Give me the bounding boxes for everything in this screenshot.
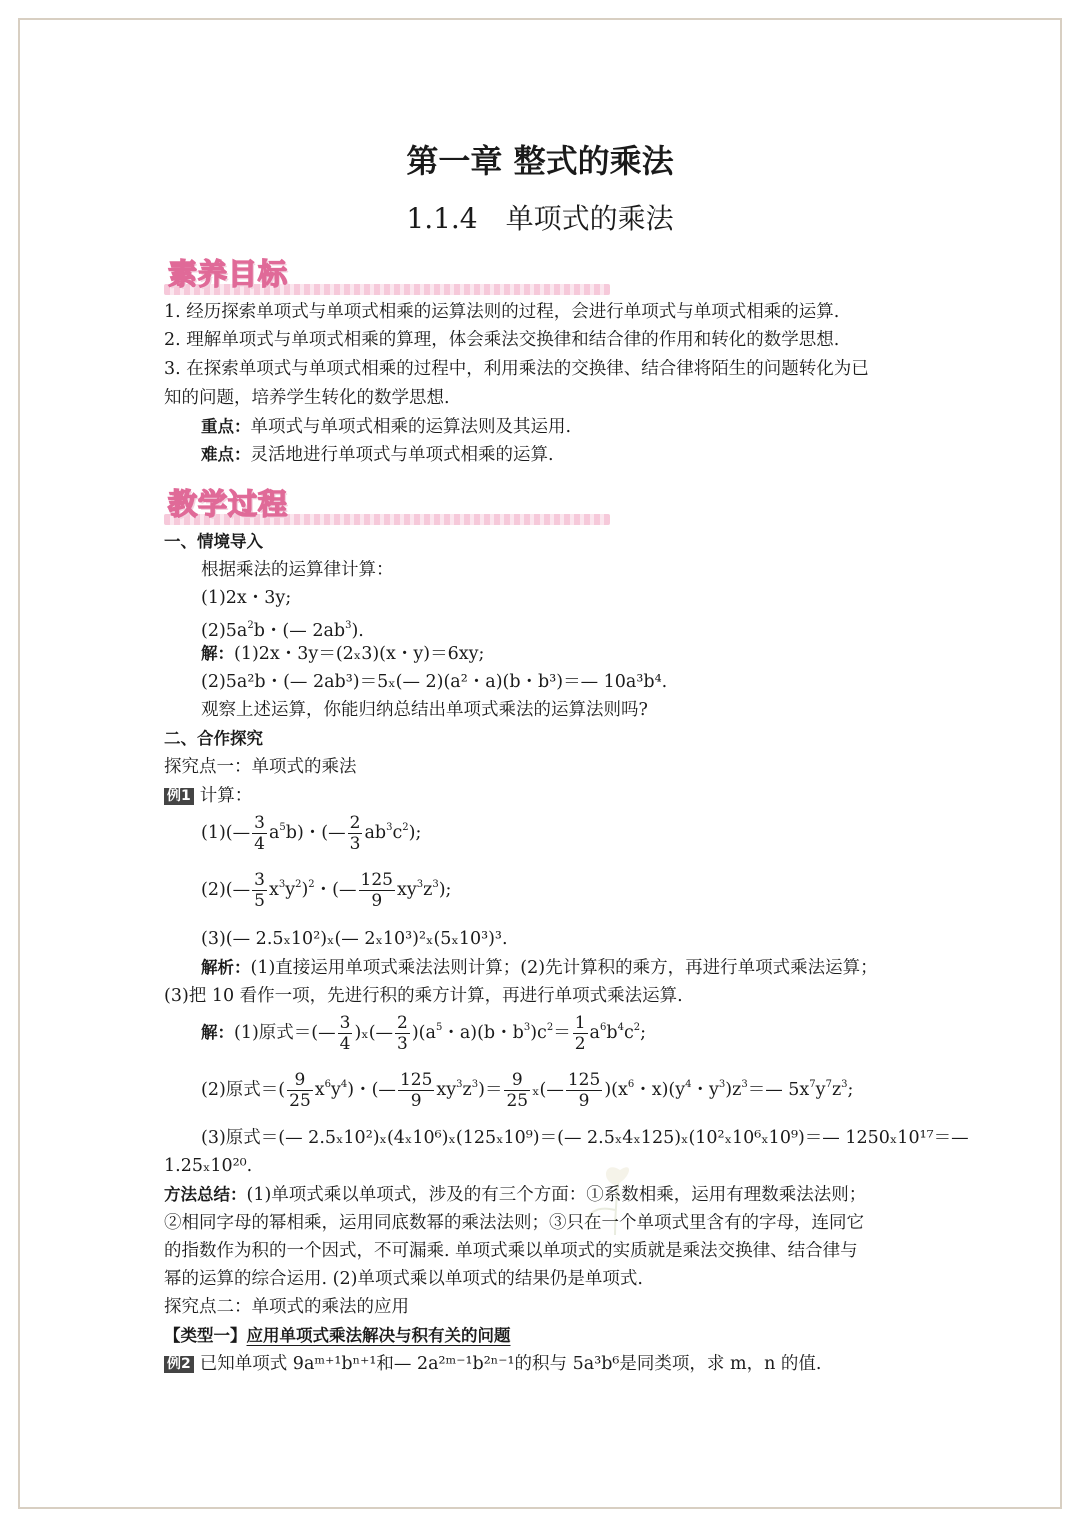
example-1-q2: (2)(— $\frac{3}{5}$ $x^3y^2)^2$・(— $\frac{125}{9}$ $xy^3z^3$);	[201, 870, 452, 911]
method-label: 方法总结：	[164, 1185, 247, 1204]
goal-2: 2. 理解单项式与单项式相乘的算理，体会乘法交换律和结合律的作用和转化的数学思想.	[164, 330, 840, 350]
answer-1	[201, 643, 484, 665]
difficult-text: 灵活地进行单项式与单项式相乘的运算.	[250, 445, 554, 465]
example-1-q1: (1)(— $\frac{3}{4}$ $a^5b$)・(— $\frac{2}{3}$ $ab^3c^2$);	[201, 813, 422, 854]
key-label: 重点：	[201, 417, 251, 436]
solution-1: 解：(1)原式＝(— $\frac{3}{4}$ )ₓ(— $\frac{2}{3}$ )($a^5$・a)(b・$b^3)c^2=$ $\frac{1}{2}$ $a^6b^4c^2$;	[201, 1013, 647, 1054]
method-line-4: 幂的运算的综合运用. (2)单项式乘以单项式的结果仍是单项式.	[164, 1269, 643, 1289]
section-title: 1.1.4 单项式的乘法	[406, 202, 674, 235]
example-2-text: 已知单项式 9aᵐ⁺¹bⁿ⁺¹和— 2a²ᵐ⁻¹b²ⁿ⁻¹的积与 5a³b⁶是同类项，求 m，n 的值.	[199, 1354, 822, 1374]
key-text: 单项式与单项式相乘的运算法则及其运用.	[250, 417, 572, 437]
example-2-tag: 例2	[164, 1356, 194, 1373]
type-1-label: 【类型一】	[164, 1326, 247, 1345]
chapter-title: 第一章 整式的乘法	[406, 142, 674, 180]
section-2-title: 二、合作探究	[164, 729, 263, 748]
example-2	[164, 1353, 821, 1375]
section-1-intro: 根据乘法的运算律计算：	[201, 560, 394, 580]
solution-2: (2)原式＝( $\frac{9}{25}$ $x^6y^4$)・(— $\frac{125}{9}$ $xy^3z^3)=$ $\frac{9}{25}$ ₓ(— $\frac{125}{9}$ )($x^6$・$x)(y^4$・$y^3)z^3=—$ $5x^7y^7z^3$;	[201, 1070, 854, 1111]
goals-banner	[164, 252, 614, 296]
type-1	[164, 1325, 511, 1347]
analysis-label: 解析：	[201, 958, 251, 977]
answer-1-text: (1)2x・3y＝(2ₓ3)(x・y)＝6xy;	[234, 644, 485, 664]
method-line-3: 的指数作为积的一个因式，不可漏乘. 单项式乘以单项式的实质就是乘法交换律、结合律与	[164, 1241, 858, 1261]
solution-3-line-1: (3)原式＝(— 2.5ₓ10²)ₓ(4ₓ10⁶)ₓ(125ₓ10⁹)＝(— 2.5ₓ4ₓ125)ₓ(10²ₓ10⁶ₓ10⁹)＝— 1250ₓ10¹⁷＝—	[201, 1128, 969, 1148]
section-1-title: 一、情境导入	[164, 532, 263, 551]
analysis-line-1	[201, 957, 878, 979]
goal-3: 3. 在探索单项式与单项式相乘的过程中，利用乘法的交换律、结合律将陌生的问题转化为已	[164, 359, 869, 379]
example-1-text: 计算：	[199, 786, 253, 806]
q2-part-b: b・(— 2ab	[253, 621, 346, 641]
solution-3-line-2: 1.25ₓ10²⁰.	[164, 1156, 253, 1176]
method-line-1	[164, 1184, 866, 1206]
key-point	[201, 416, 571, 438]
point-2-title: 探究点二：单项式的乘法的应用	[164, 1297, 409, 1317]
answer-2: (2)5a²b・(— 2ab³)＝5ₓ(— 2)(a²・a)(b・b³)＝— 10a³b⁴.	[201, 672, 668, 692]
analysis-line-2: (3)把 10 看作一项，先进行积的乘方计算，再进行单项式乘法运算.	[164, 986, 683, 1006]
process-banner-label: 教学过程	[168, 487, 289, 521]
goal-1: 1. 经历探索单项式与单项式相乘的运算法则的过程，会进行单项式与单项式相乘的运算.	[164, 302, 840, 322]
question-2: $(2)5a^2b$・(— $2ab^3$).	[201, 620, 364, 641]
analysis-text-1: (1)直接运用单项式乘法法则计算；(2)先计算积的乘方，再进行单项式乘法运算；	[250, 958, 878, 978]
answer-label: 解：	[201, 644, 234, 663]
question-1: (1)2x・3y;	[201, 588, 292, 608]
example-1-q3: (3)(— 2.5ₓ10²)ₓ(— 2ₓ10³)²ₓ(5ₓ10³)³.	[201, 929, 508, 949]
type-1-text: 应用单项式乘法解决与积有关的问题	[246, 1326, 511, 1345]
goal-3-cont: 知的问题，培养学生转化的数学思想.	[164, 388, 450, 408]
example-1	[164, 785, 252, 807]
method-text-1: (1)单项式乘以单项式，涉及的有三个方面：①系数相乘，运用有理数乘法法则；	[246, 1185, 867, 1205]
solution-label: 解：	[201, 1023, 234, 1042]
method-line-2: ②相同字母的幂相乘，运用同底数幂的乘法法则；③只在一个单项式里含有的字母，连同它	[164, 1213, 864, 1233]
q2-part-a: (2)5a	[201, 621, 248, 641]
process-banner	[164, 482, 614, 526]
difficult-label: 难点：	[201, 445, 251, 464]
point-1-title: 探究点一：单项式的乘法	[164, 757, 357, 777]
goals-banner-label: 素养目标	[168, 257, 289, 291]
flower-watermark-icon	[545, 1150, 685, 1240]
observe-question: 观察上述运算，你能归纳总结出单项式乘法的运算法则吗?	[201, 700, 648, 720]
example-1-tag: 例1	[164, 788, 194, 805]
difficult-point	[201, 444, 554, 466]
q2-part-c: ).	[351, 621, 364, 641]
